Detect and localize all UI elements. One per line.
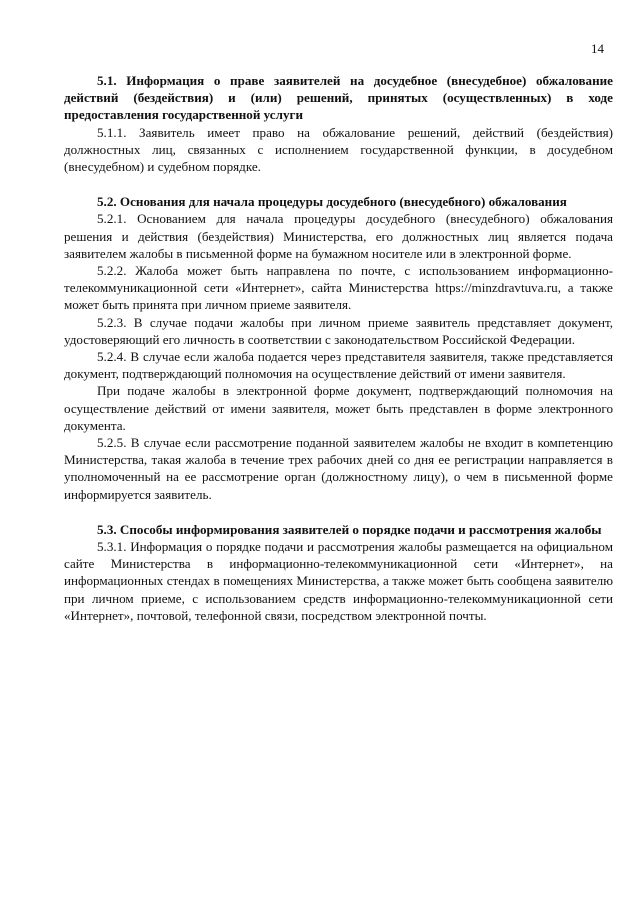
paragraph: 5.2.4. В случае если жалоба подается через представителя заявителя, также представляется документ, подтверждающий полномочия на осуществление действий от имени заявителя. [64, 349, 613, 382]
section-5-3 [64, 521, 613, 624]
section-heading: 5.3. Способы информирования заявителей о порядке подачи и рассмотрения жалобы [97, 521, 602, 537]
paragraph: 5.2.5. В случае если рассмотрение поданной заявителем жалобы не входит в компетенцию Министерства, такая жалоба в течение трех рабочих дней со дня ее регистрации направляется в уполномоченный на ее рассмотрение орган (должностному лицу), о чем в письменной форме информируется заявитель. [64, 435, 613, 502]
paragraph: При подаче жалобы в электронной форме документ, подтверждающий полномочия на осуществление действий от имени заявителя, может быть представлен в форме электронного документа. [64, 383, 613, 433]
paragraph: 5.2.2. Жалоба может быть направлена по почте, с использованием информационно-телекоммуникационной сети «Интернет», сайта Министерства https://minzdravtuva.ru, а также может быть принята при личном приеме заявителя. [64, 263, 613, 313]
paragraph: 5.2.1. Основанием для начала процедуры досудебного (внесудебного) обжалования решения и действия (бездействия) Министерства, его должностных лиц является подача заявителем жалобы в письменной форме на бумажном носителе или в электронной форме. [64, 211, 613, 261]
paragraph: 5.2.3. В случае подачи жалобы при личном приеме заявитель представляет документ, удостоверяющий его личность в соответствии с законодательством Российской Федерации. [64, 314, 613, 347]
page-number: 14 [591, 41, 604, 56]
section-heading: 5.1. Информация о праве заявителей на досудебное (внесудебное) обжалование действий (бездействия) и (или) решений, принятых (осуществленных) в ходе предоставления государственной услуги [64, 73, 613, 123]
document-body [64, 72, 613, 624]
section-5-2 [64, 193, 613, 503]
paragraph: 5.1.1. Заявитель имеет право на обжалование решений, действий (бездействия) должностных лиц, связанных с исполнением государственной функции, в досудебном (внесудебном) и судебном порядке. [64, 124, 613, 175]
section-heading: 5.2. Основания для начала процедуры досудебного (внесудебного) обжалования [97, 194, 567, 210]
section-5-1 [64, 72, 613, 175]
paragraph: 5.3.1. Информация о порядке подачи и рассмотрения жалобы размещается на официальном сайте Министерства в информационно-телекоммуникационной сети «Интернет», на информационных стендах в помещениях Министерства, а также может быть сообщена заявителю при личном приеме, с использованием средств информационно-телекоммуникационной сети «Интернет», почтовой, телефонной связи, посредством электронной почты. [64, 539, 613, 623]
